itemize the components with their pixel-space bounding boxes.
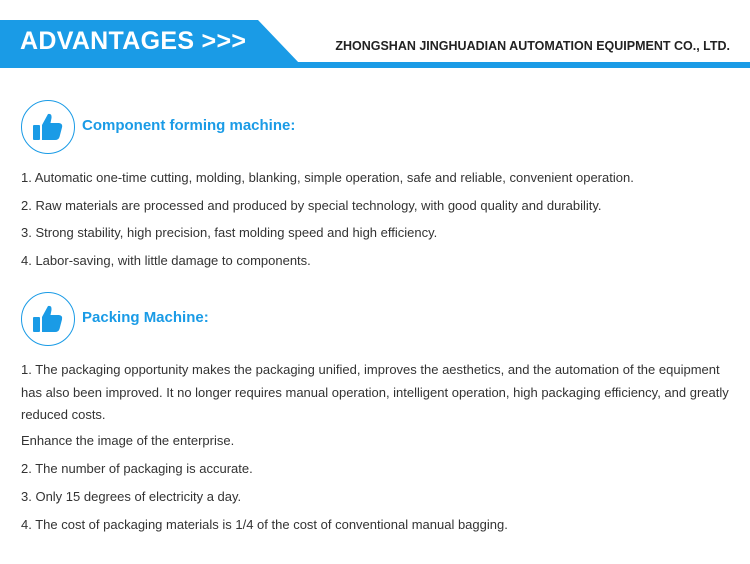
list-item: 1. Automatic one-time cutting, molding, blanking, simple operation, safe and reliable, convenient operation.: [21, 170, 634, 185]
section-title-component-forming: Component forming machine:: [82, 117, 296, 134]
list-item: 3. Only 15 degrees of electricity a day.: [21, 489, 242, 504]
thumbs-up-icon: [21, 100, 75, 154]
section-header-component-forming: [21, 100, 621, 158]
list-item: 3. Strong stability, high precision, fast molding speed and high efficiency.: [21, 225, 438, 240]
company-name: ZHONGSHAN JINGHUADIAN AUTOMATION EQUIPMENT CO., LTD.: [335, 39, 730, 53]
list-item: 4. The cost of packaging materials is 1/4 of the cost of conventional manual bagging.: [21, 517, 508, 532]
section-title-packing-machine: Packing Machine:: [82, 309, 209, 326]
header-banner: [0, 0, 750, 70]
list-item: 2. The number of packaging is accurate.: [21, 461, 253, 476]
thumbs-up-icon: [21, 292, 75, 346]
list-item: 1. The packaging opportunity makes the packaging unified, improves the aesthetics, and the automation of the equipment has also been improved. It no longer requires manual operation, intelligent operation, high packaging efficiency, and greatly reduced costs.: [21, 362, 729, 422]
list-item: Enhance the image of the enterprise.: [21, 433, 235, 448]
list-item: 2. Raw materials are processed and produced by special technology, with good quality and durability.: [21, 198, 602, 213]
advantages-title: ADVANTAGES >>>: [20, 27, 247, 55]
section-header-packing-machine: [21, 292, 621, 350]
banner-divider: [0, 62, 750, 68]
list-item: 4. Labor-saving, with little damage to components.: [21, 253, 311, 268]
